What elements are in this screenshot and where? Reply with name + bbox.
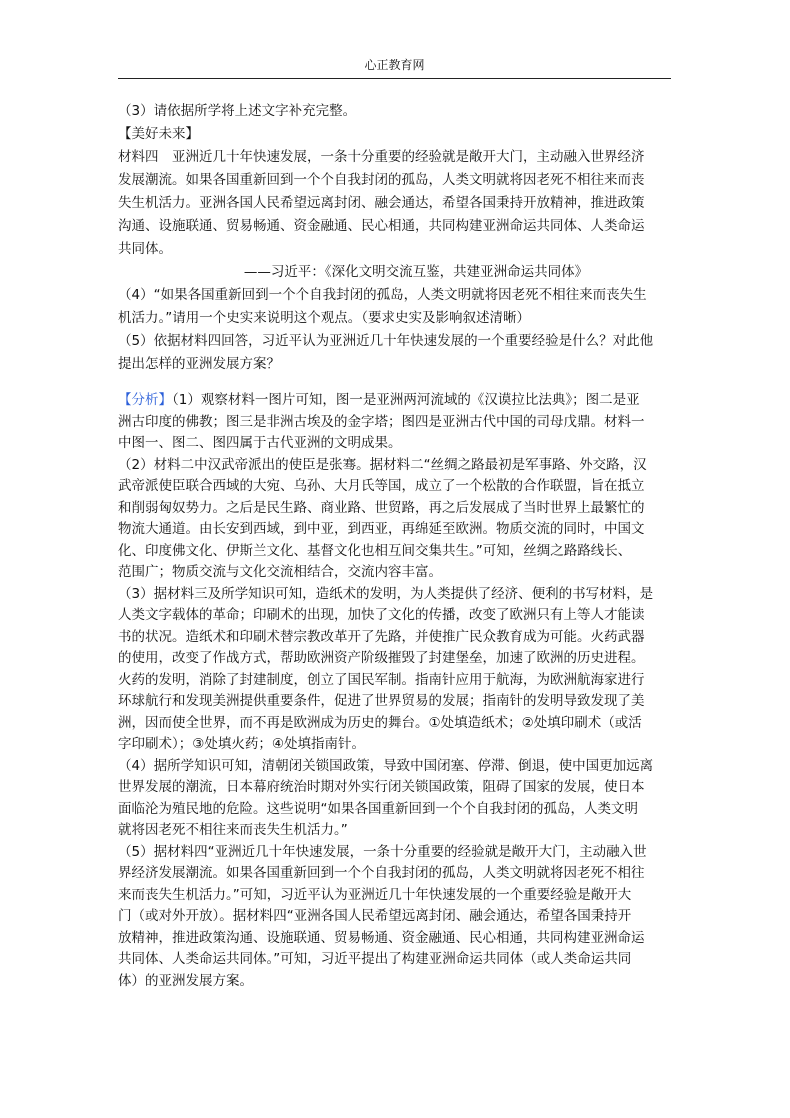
analysis-3-line: 的使用，改变了作战方式，帮助欧洲资产阶级摧毁了封建堡垒，加速了欧洲的历史进程。: [118, 650, 645, 666]
analysis-2-line: 武帝派使臣联合西域的大宛、乌孙、大月氏等国，成立了一个松散的合作联盟，旨在抵立: [118, 478, 645, 494]
material-source: ——习近平：《深化文明交流互鉴，共建亚洲命运共同体》: [243, 264, 589, 280]
analysis-4-line: 面临沦为殖民地的危险。这些说明“如果各国重新回到一个个自我封闭的孤岛，人类文明: [118, 800, 638, 817]
material-4-line: 发展潮流。如果各国重新回到一个个自我封闭的孤岛，人类文明就将因老死不相往来而丧: [118, 172, 645, 188]
section-title: 【美好未来】: [118, 126, 199, 142]
analysis-1-line: 中图一、图二、图四属于古代亚洲的文明成果。: [118, 435, 402, 451]
analysis-3-line: （3）据材料三及所学知识可知，造纸术的发明，为人类提供了经济、便利的书写材料，是: [118, 585, 654, 602]
analysis-4-line: 就将因老死不相往来而丧失生机活力。”: [118, 822, 348, 838]
material-4-line: 材料四 亚洲近几十年快速发展，一条十分重要的经验就是敞开大门，主动融入世界经济: [118, 149, 645, 165]
question-4-line: 机活力。”请用一个史实来说明这个观点。（要求史实及影响叙述清晰）: [118, 310, 530, 326]
analysis-5-line: 体）的亚洲发展方案。: [118, 972, 253, 989]
analysis-3-line: 字印刷术）；③处填火药；④处填指南针。: [118, 736, 365, 752]
material-4-line: 沟通、设施联通、贸易畅通、资金融通、民心相通，共同构建亚洲命运共同体、人类命运: [118, 218, 645, 234]
analysis-2-line: 范围广；物质交流与文化交流相结合，交流内容丰富。: [118, 564, 442, 580]
analysis-5-line: （5）据材料四“亚洲近几十年快速发展，一条十分重要的经验就是敞开大门，主动融入世: [118, 843, 647, 860]
analysis-5-line: 放精神，推进政策沟通、设施联通、贸易畅通、资金融通、民心相通，共同构建亚洲命运: [118, 929, 645, 946]
site-title: 心正教育网: [364, 58, 425, 72]
analysis-4-line: （4）据所学知识可知，清朝闭关锁国政策，导致中国闭塞、停滞、倒退，使中国更加远离: [118, 757, 654, 774]
page-header: [118, 56, 671, 79]
document-body: [118, 100, 674, 992]
analysis-2-line: 化、印度佛文化、伊斯兰文化、基督文化也相互间交集共生。”可知，丝绸之路路线长、: [118, 542, 632, 559]
analysis-3-line: 洲，因而使全世界，而不再是欧洲成为历史的舞台。①处填造纸术；②处填印刷术（或活: [118, 714, 642, 731]
analysis-1-line: 洲古印度的佛教；图三是非洲古埃及的金字塔；图四是亚洲古代中国的司母戊鼎。材料一: [118, 413, 645, 430]
analysis-2-line: 物流大通道。由长安到西域，到中亚，到西亚，再绵延至欧洲。物质交流的同时，中国文: [118, 521, 645, 537]
material-4-line: 失生机活力。亚洲各国人民希望远离封闭、融会通达，希望各国秉持开放精神，推进政策: [118, 195, 645, 211]
analysis-3-line: 火药的发明，消除了封建制度，创立了国民军制。指南针应用于航海，为欧洲航海家进行: [118, 671, 645, 688]
analysis-3-line: 人类文字载体的革命；印刷术的出现，加快了文化的传播，改变了欧洲只有上等人才能读: [118, 607, 645, 623]
question-3: （3）请依据所学将上述文字补充完整。: [118, 103, 357, 119]
analysis-3-line: 环球航行和发现美洲提供重要条件，促进了世界贸易的发展；指南针的发明导致发现了美: [118, 693, 645, 709]
analysis-1-line: 【分析】（1）观察材料一图片可知，图一是亚洲两河流域的《汉谟拉比法典》；图二是亚: [118, 392, 640, 408]
analysis-5-line: 来而丧失生机活力。”可知，习近平认为亚洲近几十年快速发展的一个重要经验是敞开大: [118, 886, 632, 903]
question-5-line: （5）依据材料四回答，习近平认为亚洲近几十年快速发展的一个重要经验是什么？对此他: [118, 333, 654, 349]
analysis-section: [118, 390, 674, 992]
analysis-4-line: 世界发展的潮流，日本幕府统治时期对外实行闭关锁国政策，阻碍了国家的发展，使日本: [118, 779, 645, 795]
analysis-5-line: 界经济发展潮流。如果各国重新回到一个个自我封闭的孤岛，人类文明就将因老死不相往: [118, 865, 645, 881]
material-4-line: 共同体。: [118, 241, 172, 257]
analysis-tag: 【分析】: [118, 392, 172, 408]
question-5-line: 提出怎样的亚洲发展方案？: [118, 356, 280, 372]
analysis-2-line: （2）材料二中汉武帝派出的使臣是张骞。据材料二“丝绸之路最初是军事路、外交路，汉: [118, 456, 647, 473]
analysis-5-line: 门（或对外开放）。据材料四“亚洲各国人民希望远离封闭、融会通达，希望各国秉持开: [118, 908, 632, 924]
question-4-line: （4）“如果各国重新回到一个个自我封闭的孤岛，人类文明就将因老死不相往来而丧失生: [118, 287, 647, 303]
analysis-2-line: 和削弱匈奴势力。之后是民生路、商业路、世贸路，再之后发展成了当时世界上最繁忙的: [118, 499, 645, 516]
analysis-5-line: 共同体、人类命运共同体。”可知，习近平提出了构建亚洲命运共同体（或人类命运共同: [118, 951, 632, 967]
analysis-3-line: 书的状况。造纸术和印刷术替宗教改革开了先路，并使推广民众教育成为可能。火药武器: [118, 628, 645, 645]
